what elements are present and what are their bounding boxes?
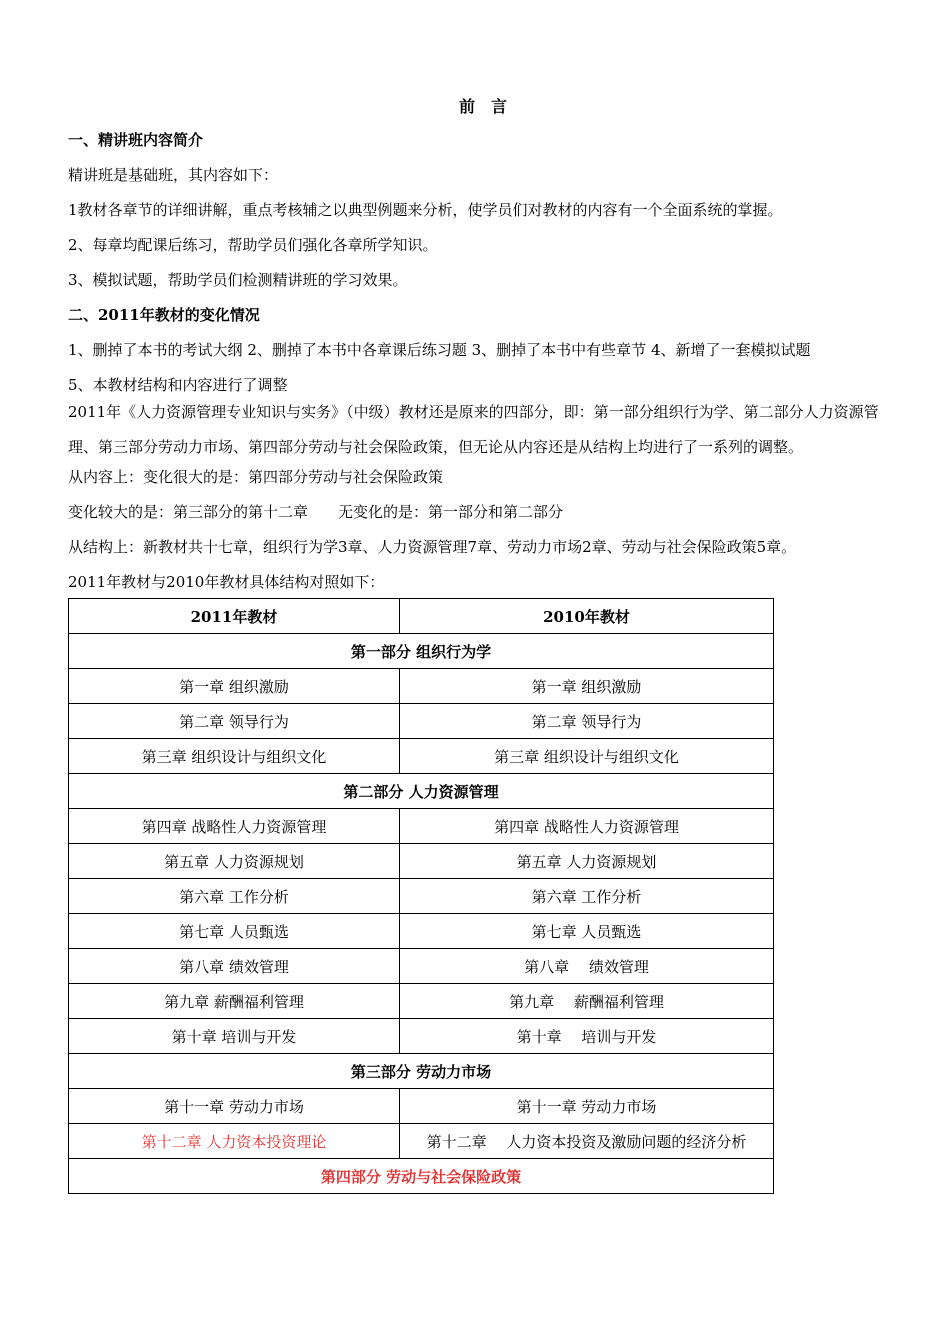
table-row bbox=[69, 669, 774, 704]
part4-title: 第四部分 劳动与社会保险政策 bbox=[69, 1159, 774, 1194]
cell-2011: 第七章 人员甄选 bbox=[69, 914, 400, 949]
cell-2010: 第十章 培训与开发 bbox=[400, 1019, 774, 1054]
compare-intro: 2011年教材与2010年教材具体结构对照如下： bbox=[68, 573, 385, 591]
cell-2010: 第二章 领导行为 bbox=[400, 704, 774, 739]
cell-2011: 第四章 战略性人力资源管理 bbox=[69, 809, 400, 844]
cell-2011: 第十一章 劳动力市场 bbox=[69, 1089, 400, 1124]
table-row bbox=[69, 949, 774, 984]
cell-2010: 第六章 工作分析 bbox=[400, 879, 774, 914]
header-2011: 2011年教材 bbox=[69, 599, 400, 634]
cell-2011: 第十章 培训与开发 bbox=[69, 1019, 400, 1054]
section1-item: 2、每章均配课后练习，帮助学员们强化各章所学知识。 bbox=[68, 236, 438, 254]
part3-title: 第三部分 劳动力市场 bbox=[69, 1054, 774, 1089]
section2-heading: 二、2011年教材的变化情况 bbox=[68, 306, 260, 324]
page-title: 前 言 bbox=[458, 97, 507, 116]
table-header-row bbox=[69, 599, 774, 634]
bigger-change: 变化较大的是：第三部分的第十二章 无变化的是：第一部分和第二部分 bbox=[68, 503, 564, 521]
table-row bbox=[69, 1089, 774, 1124]
part-row bbox=[69, 634, 774, 669]
header-2010: 2010年教材 bbox=[400, 599, 774, 634]
cell-2010: 第七章 人员甄选 bbox=[400, 914, 774, 949]
part-row bbox=[69, 1054, 774, 1089]
table-row bbox=[69, 1124, 774, 1159]
structure-change: 从结构上：新教材共十七章，组织行为学3章、人力资源管理7章、劳动力市场2章、劳动与社会保险政策5章。 bbox=[68, 538, 797, 556]
section1-item: 1教材各章节的详细讲解，重点考核辅之以典型例题来分析，使学员们对教材的内容有一个全面系统的掌握。 bbox=[68, 201, 783, 219]
cell-2010: 第九章 薪酬福利管理 bbox=[400, 984, 774, 1019]
table-row bbox=[69, 704, 774, 739]
section1-intro: 精讲班是基础班，其内容如下： bbox=[68, 166, 279, 184]
table-row bbox=[69, 1019, 774, 1054]
cell-2011-highlighted: 第十二章 人力资本投资理论 bbox=[69, 1124, 400, 1159]
cell-2010: 第十一章 劳动力市场 bbox=[400, 1089, 774, 1124]
cell-2010: 第五章 人力资源规划 bbox=[400, 844, 774, 879]
cell-2010: 第三章 组织设计与组织文化 bbox=[400, 739, 774, 774]
comparison-table bbox=[68, 598, 774, 1194]
table-row bbox=[69, 879, 774, 914]
cell-2011: 第三章 组织设计与组织文化 bbox=[69, 739, 400, 774]
part-row bbox=[69, 774, 774, 809]
cell-2010: 第十二章 人力资本投资及激励问题的经济分析 bbox=[400, 1124, 774, 1159]
table-row bbox=[69, 984, 774, 1019]
changes-line-1: 1、删掉了本书的考试大纲 2、删掉了本书中各章课后练习题 3、删掉了本书中有些章节 4、新增了一套模拟试题 bbox=[68, 341, 811, 359]
table-row bbox=[69, 914, 774, 949]
cell-2011: 第五章 人力资源规划 bbox=[69, 844, 400, 879]
cell-2011: 第二章 领导行为 bbox=[69, 704, 400, 739]
table-row bbox=[69, 844, 774, 879]
changes-line-2: 5、本教材结构和内容进行了调整 bbox=[68, 376, 288, 394]
cell-2011: 第一章 组织激励 bbox=[69, 669, 400, 704]
section1-item: 3、模拟试题，帮助学员们检测精讲班的学习效果。 bbox=[68, 271, 408, 289]
cell-2011: 第六章 工作分析 bbox=[69, 879, 400, 914]
cell-2010: 第四章 战略性人力资源管理 bbox=[400, 809, 774, 844]
section1-heading: 一、精讲班内容简介 bbox=[68, 131, 204, 149]
document-page bbox=[68, 96, 898, 1194]
part1-title: 第一部分 组织行为学 bbox=[69, 634, 774, 669]
table-row bbox=[69, 739, 774, 774]
table-row bbox=[69, 809, 774, 844]
cell-2011: 第九章 薪酬福利管理 bbox=[69, 984, 400, 1019]
cell-2011: 第八章 绩效管理 bbox=[69, 949, 400, 984]
cell-2010: 第八章 绩效管理 bbox=[400, 949, 774, 984]
content-change: 从内容上：变化很大的是：第四部分劳动与社会保险政策 bbox=[68, 468, 444, 486]
cell-2010: 第一章 组织激励 bbox=[400, 669, 774, 704]
part-row bbox=[69, 1159, 774, 1194]
changes-paragraph: 2011年《人力资源管理专业知识与实务》（中级）教材还是原来的四部分，即：第一部分组织行为学、第二部分人力资源管理、第三部分劳动力市场、第四部分劳动与社会保险政策，但无论从内容还是从结构上均进行了一系列的调整。 bbox=[68, 403, 879, 456]
part2-title: 第二部分 人力资源管理 bbox=[69, 774, 774, 809]
